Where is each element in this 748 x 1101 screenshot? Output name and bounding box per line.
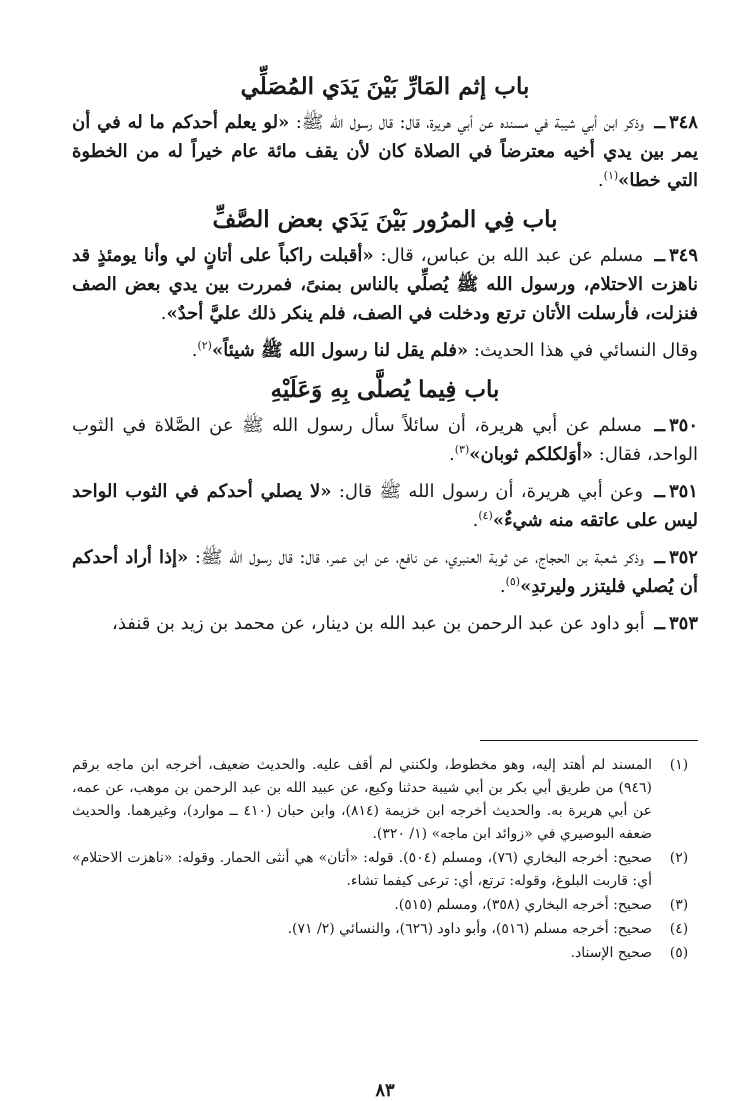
footnotes bbox=[72, 754, 698, 966]
hadith-number: ٣٥٢ bbox=[668, 547, 698, 568]
footnote-ref[interactable]: (١) bbox=[603, 169, 619, 182]
footnote bbox=[72, 918, 698, 941]
hadith-lead: وعن أبي هريرة، أن رسول الله ﷺ قال: bbox=[338, 481, 644, 502]
hadith-paragraph: ٣٥٢ــ وذكر شعبة بن الحجاج، عن ثوبة العنبري، عن نافع، عن ابن عمر، قال: قال رسول الله ﷺ: «إذا أراد أحدكم أن يُصلي فليتزر وليرتدِ»$^{(٥)}$. bbox=[72, 547, 698, 597]
hadith-quote: «فلم يقل لنا رسول الله ﷺ شيئاً» bbox=[211, 340, 469, 361]
book-page bbox=[72, 70, 698, 1101]
hadith-number: ٣٤٨ bbox=[668, 112, 698, 133]
hadith-paragraph: ٣٤٨ــ وذكر ابن أبي شيبة في مسنده عن أبي هريرة، قال: قال رسول الله ﷺ: «لو يعلم أحدكم ما له في أن يمر بين يدي أخيه معترضاً في الصلاة كان لأن يقف مائة عام خيراً له من الخطوة التي خطا»$^{(١)}$. bbox=[72, 112, 698, 191]
footnote-text: المسند لم أهتد إليه، وهو مخطوط، ولكنني لم أقف عليه. والحديث ضعيف، أخرجه ابن ماجه برقم (٩٤٦) من طريق أبي بكر بن أبي شيبة حدثنا وكيع، عن عبيد الله بن عبد الرحمن بن موهب، عن عمه، عن أبي هريرة به. والحديث أخرجه ابن خزيمة (٨١٤)، وابن حبان (٤١٠ ــ موارد)، وغيرهما. والحديث ضعفه البوصيري في «زوائد ابن ماجه» (١/ ٣٢٠). bbox=[72, 757, 652, 842]
footnote-ref[interactable]: (٢) bbox=[197, 339, 212, 352]
footnote bbox=[72, 894, 698, 917]
hadith-number: ٣٥٣ bbox=[668, 613, 698, 634]
hadith-paragraph: ٣٤٩ــ مسلم عن عبد الله بن عباس، قال: «أقبلت راكباً على أتانٍ لي وأنا يومئذٍ قد ناهزت الاحتلام، ورسول الله ﷺ يُصلِّي بالناس بمنىً، فمررت بين يدي بعض الصف فنزلت، فأرسلت الأتان ترتع ودخلت في الصف، فلم ينكر ذلك عليَّ أحدٌ». bbox=[72, 245, 698, 324]
hadith-quote: «لا يصلي أحدكم في الثوب الواحد ليس على عاتقه منه شيءٌ» bbox=[72, 481, 698, 531]
footnote-text: صحيح: أخرجه البخاري (٧٦)، ومسلم (٥٠٤). قوله: «أتان» هي أنثى الحمار. وقوله: «ناهزت الاحتلام» أي: قاربت البلوغ، وقوله: ترتع، أي: ترعى كيفما تشاء. bbox=[72, 850, 653, 889]
hadith-lead: وذكر ابن أبي شيبة في مسنده عن أبي هريرة، قال: قال رسول الله ﷺ: bbox=[295, 112, 645, 133]
hadith-quote: «أوَلكلكم ثوبان» bbox=[469, 444, 594, 465]
hadith-lead: مسلم عن أبي هريرة، أن سائلاً سأل رسول الله ﷺ عن الصَّلاة في الثوب الواحد، فقال: bbox=[72, 415, 698, 465]
hadith-paragraph: وقال النسائي في هذا الحديث: «فلم يقل لنا رسول الله ﷺ شيئاً»$^{(٢)}$. bbox=[191, 339, 698, 361]
hadith-paragraph: ٣٥٣ــ أبو داود عن عبد الرحمن بن عبد الله بن دينار، عن محمد بن زيد بن قنفذ، bbox=[112, 613, 698, 634]
footnote-text: صحيح: أخرجه البخاري (٣٥٨)، ومسلم (٥١٥). bbox=[394, 897, 652, 913]
hadith-quote: «إذا أراد أحدكم أن يُصلي فليتزر وليرتدِ» bbox=[72, 547, 698, 597]
hadith-paragraph: ٣٥١ــ وعن أبي هريرة، أن رسول الله ﷺ قال: «لا يصلي أحدكم في الثوب الواحد ليس على عاتقه منه شيءٌ»$^{(٤)}$. bbox=[72, 481, 698, 531]
footnote-divider bbox=[480, 740, 698, 741]
footnote bbox=[72, 942, 698, 965]
footnote-number: (٢) bbox=[669, 850, 689, 866]
footnote-text: صحيح: أخرجه مسلم (٥١٦)، وأبو داود (٦٢٦)، والنسائي (٢/ ٧١). bbox=[287, 921, 652, 937]
footnote-ref[interactable]: (٣) bbox=[454, 443, 470, 456]
section-heading: باب فِيما يُصلَّى بِهِ وَعَلَيْهِ bbox=[270, 376, 500, 403]
hadith-quote: «أقبلت راكباً على أتانٍ لي وأنا يومئذٍ قد ناهزت الاحتلام، ورسول الله ﷺ يُصلِّي بالناس بمنىً، فمررت بين يدي بعض الصف فنزلت، فأرسلت الأتان ترتع ودخلت في الصف، فلم ينكر ذلك عليَّ أحدٌ» bbox=[72, 245, 698, 324]
hadith-lead: وقال النسائي في هذا الحديث: bbox=[473, 340, 698, 361]
page-number: ٨٣ bbox=[375, 1080, 395, 1101]
footnote-number: (٣) bbox=[669, 897, 689, 913]
footnote-number: (٤) bbox=[669, 921, 689, 937]
footnote-text: صحيح الإسناد. bbox=[570, 945, 652, 961]
footnote-number: (٥) bbox=[669, 945, 689, 961]
footnote-ref[interactable]: (٥) bbox=[505, 575, 521, 588]
hadith-lead: مسلم عن عبد الله بن عباس، قال: bbox=[380, 245, 644, 266]
section-heading: باب إثم المَارِّ بَيْنَ يَدَي المُصَلِّي bbox=[240, 73, 530, 100]
hadith-quote: «لو يعلم أحدكم ما له في أن يمر بين يدي أخيه معترضاً في الصلاة كان لأن يقف مائة عام خيراً له من الخطوة التي خطا» bbox=[72, 112, 698, 191]
hadith-lead: أبو داود عن عبد الرحمن بن عبد الله بن دينار، عن محمد بن زيد بن قنفذ، bbox=[112, 613, 645, 634]
hadith-number: ٣٥١ bbox=[668, 481, 698, 502]
footnote-number: (١) bbox=[669, 757, 689, 773]
footnote bbox=[72, 754, 698, 846]
hadith-number: ٣٥٠ bbox=[668, 415, 698, 436]
hadith-number: ٣٤٩ bbox=[668, 245, 698, 266]
hadith-paragraph: ٣٥٠ــ مسلم عن أبي هريرة، أن سائلاً سأل رسول الله ﷺ عن الصَّلاة في الثوب الواحد، فقال: «أوَلكلكم ثوبان»$^{(٣)}$. bbox=[72, 415, 698, 465]
section-heading: باب فِي المرُور بَيْنَ يَدَي بعض الصَّفِّ bbox=[212, 206, 558, 233]
footnote-ref[interactable]: (٤) bbox=[478, 509, 493, 522]
footnote bbox=[72, 847, 698, 893]
hadith-lead: وذكر شعبة بن الحجاج، عن ثوبة العنبري، عن نافع، عن ابن عمر، قال: قال رسول الله ﷺ: bbox=[194, 547, 644, 568]
